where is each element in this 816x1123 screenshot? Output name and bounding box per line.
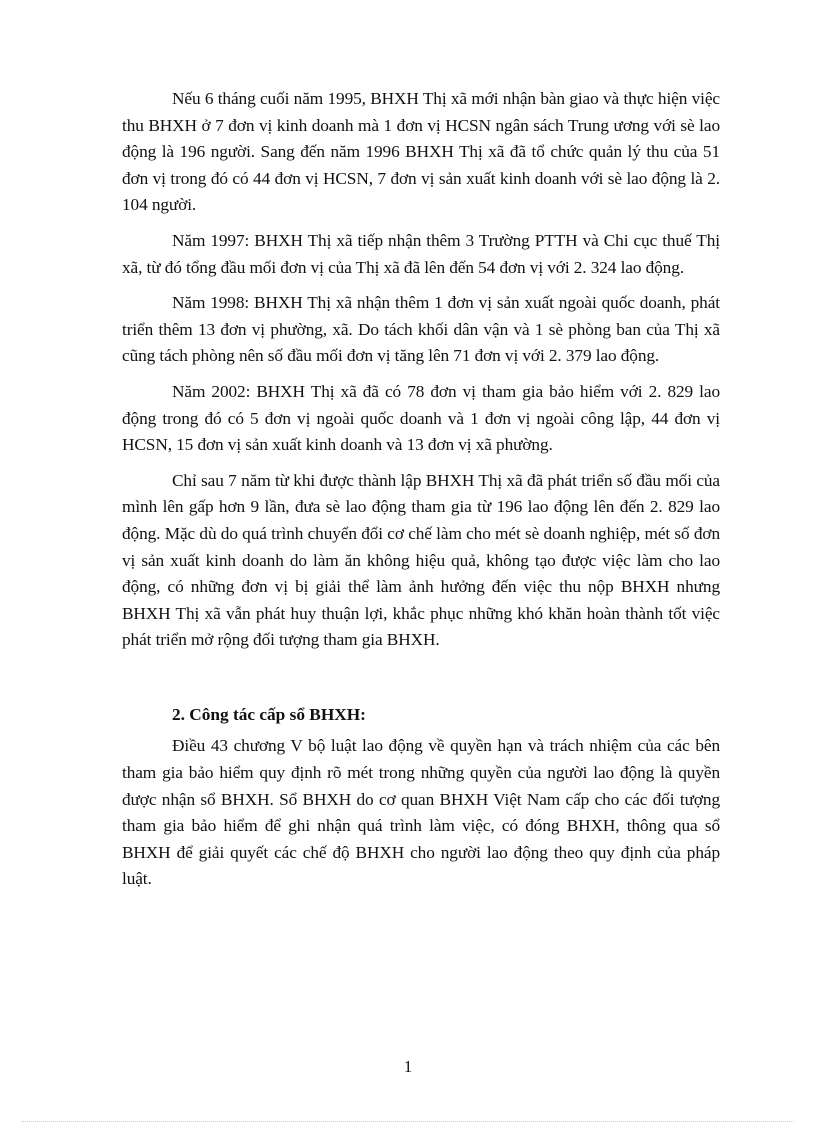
section-heading: 2. Công tác cấp sổ BHXH:	[172, 704, 366, 724]
page-number: 1	[403, 1057, 413, 1076]
paragraph-summary: Chỉ sau 7 năm từ khi được thành lập BHXH Thị xã đã phát triển số đầu mối của mình lên gấp hơn 9 lần, đưa sè lao động tham gia từ 196 lao động lên đến 2. 829 lao động. Mặc dù do quá trình chuyển đổi cơ chế làm cho mét sè doanh nghiệp, mét số đơn vị sản xuất kinh doanh do làm ăn không hiệu quả, không tạo được việc làm cho lao động, có những đơn vị bị giải thể làm ảnh hưởng đến việc thu nộp BHXH nhưng BHXH Thị xã vẫn phát huy thuận lợi, khắc phục những khó khăn hoàn thành tốt việc phát triển mở rộng đối tượng tham gia BHXH.	[122, 470, 720, 650]
document-body	[122, 86, 720, 902]
paragraph-1997: Năm 1997: BHXH Thị xã tiếp nhận thêm 3 Trường PTTH và Chi cục thuế Thị xã, từ đó tổng đầu mối đơn vị của Thị xã đã lên đến 54 đơn vị với 2. 324 lao động.	[122, 230, 720, 277]
paragraph-1995-1996: Nếu 6 tháng cuối năm 1995, BHXH Thị xã mới nhận bàn giao và thực hiện việc thu BHXH ở 7 đơn vị kinh doanh mà 1 đơn vị HCSN ngân sách Trung ương với sè lao động là 196 người. Sang đến năm 1996 BHXH Thị xã đã tổ chức quản lý thu của 51 đơn vị trong đó có 44 đơn vị HCSN, 7 đơn vị sản xuất kinh doanh với sè lao động là 2. 104 người.	[122, 89, 720, 215]
paragraph-article-43: Điều 43 chương V bộ luật lao động về quyền hạn và trách nhiệm của các bên tham gia bảo hiểm quy định rõ mét trong những quyền của người lao động là quyền được nhận sổ BHXH. Sổ BHXH do cơ quan BHXH Việt Nam cấp cho các đối tượng tham gia bảo hiểm để ghi nhận quá trình làm việc, có đóng BHXH, thông qua sổ BHXH để giải quyết các chế độ BHXH cho người lao động theo quy định của pháp luật.	[122, 736, 720, 889]
page-bottom-divider	[22, 1121, 794, 1122]
paragraph-2002: Năm 2002: BHXH Thị xã đã có 78 đơn vị tham gia bảo hiểm với 2. 829 lao động trong đó có 5 đơn vị ngoài quốc doanh và 1 đơn vị ngoài công lập, 44 đơn vị HCSN, 15 đơn vị sản xuất kinh doanh và 13 đơn vị xã phường.	[122, 381, 720, 455]
paragraph-1998: Năm 1998: BHXH Thị xã nhận thêm 1 đơn vị sản xuất ngoài quốc doanh, phát triển thêm 13 đơn vị phường, xã. Do tách khối dân vận và 1 sè phòng ban của Thị xã cũng tách phòng nên số đầu mối đơn vị tăng lên 71 đơn vị với 2. 379 lao động.	[122, 293, 720, 366]
